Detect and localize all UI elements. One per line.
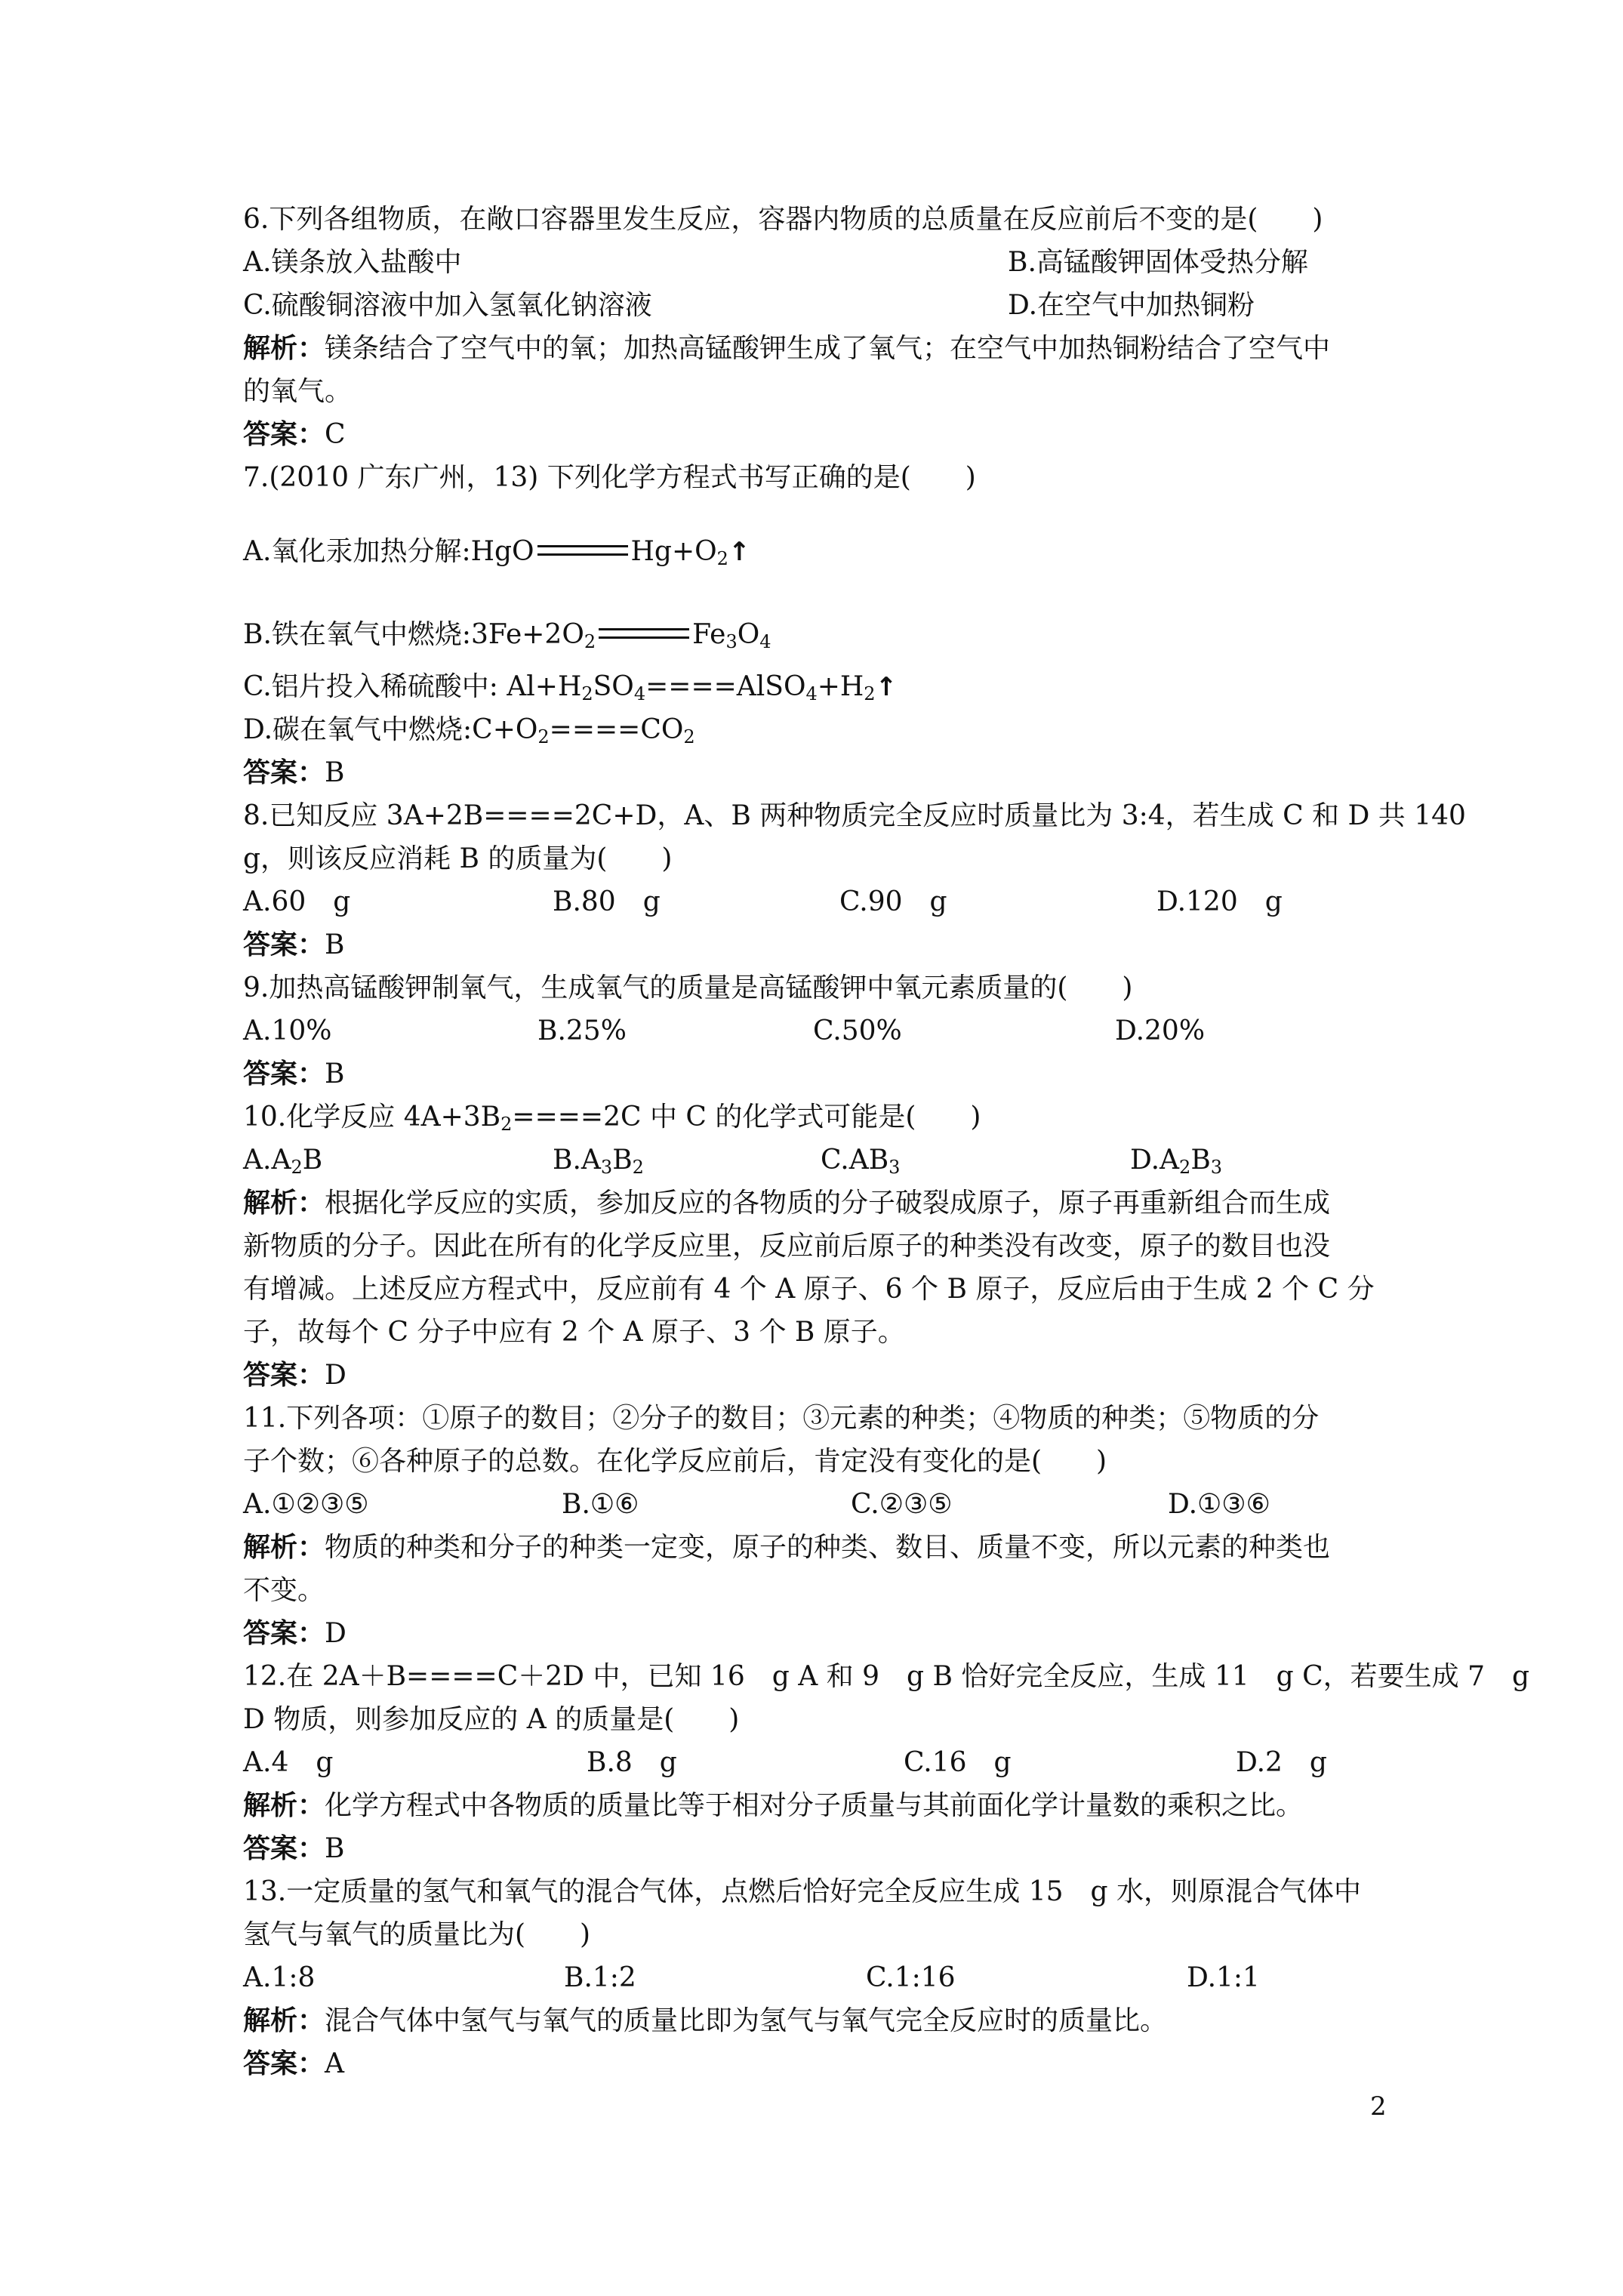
subscript: 2 <box>716 548 728 569</box>
q8-option-d: D.120 g <box>1156 886 1283 917</box>
answer-label: 答案： <box>243 1058 325 1089</box>
page-number: 2 <box>1370 2091 1387 2122</box>
answer-label: 答案： <box>243 1617 325 1649</box>
q9-option-d: D.20% <box>1115 1015 1206 1046</box>
q11-analysis <box>243 1526 1421 1569</box>
q10-d-text-2: B <box>1190 1145 1211 1176</box>
q10-stem <box>243 1096 1421 1139</box>
answer-label: 答案： <box>243 2048 325 2079</box>
q10-d-text: D.A <box>1130 1145 1180 1176</box>
q7-c-text-3: ====AlSO <box>645 671 806 702</box>
q6-answer-value: C <box>325 419 346 450</box>
q10-option-c <box>821 1139 1130 1182</box>
subscript: 3 <box>725 631 738 652</box>
q12-answer-value: B <box>325 1833 345 1864</box>
q7-answer-value: B <box>325 757 345 788</box>
q10-b-text-2: B <box>612 1145 633 1176</box>
q8-option-a: A.60 g <box>243 886 351 917</box>
q7-d-text: D.碳在氧气中燃烧:C+O <box>243 714 538 745</box>
q11-analysis-text-1: 物质的种类和分子的种类一定变，原子的种类、数目、质量不变，所以元素的种类也 <box>325 1532 1331 1563</box>
subscript: 2 <box>864 683 876 704</box>
q7-c-text-2: SO <box>593 671 634 702</box>
q6-option-b: B.高锰酸钾固体受热分解 <box>1008 247 1308 278</box>
q8-option-b: B.80 g <box>553 886 661 917</box>
q10-option-d <box>1130 1139 1222 1182</box>
q11-option-b: B.①⑥ <box>562 1489 639 1520</box>
answer-label: 答案： <box>243 418 325 450</box>
q10-a-text: A.A <box>243 1145 291 1176</box>
q9-answer-value: B <box>325 1059 345 1089</box>
subscript: 2 <box>537 726 550 747</box>
q7-a-text: A.氧化汞加热分解:HgO <box>243 536 534 567</box>
answer-label: 答案： <box>243 1832 325 1864</box>
q7-option-b <box>243 605 1421 665</box>
q10-analysis-text-2: 新物质的分子。因此在所有的化学反应里，反应前后原子的种类没有改变，原子的数目也没 <box>243 1231 1331 1262</box>
q7-b-text: B.铁在氧气中燃烧:3Fe+2O <box>243 619 584 650</box>
q8-stem-1: 8.已知反应 3A+2B====2C+D，A、B 两种物质完全反应时质量比为 3:4，若生成 C 和 D 共 140 <box>243 800 1466 831</box>
q12-option-c: C.16 g <box>904 1747 1012 1778</box>
q8-stem-2: g，则该反应消耗 B 的质量为( ) <box>243 843 673 874</box>
q10-a-text-2: B <box>302 1145 323 1176</box>
q13-option-b: B.1:2 <box>564 1962 636 1993</box>
q10-analysis-text-4: 子，故每个 C 分子中应有 2 个 A 原子、3 个 B 原子。 <box>243 1317 905 1348</box>
q12-stem-1: 12.在 2A＋B====C＋2D 中，已知 16 g A 和 9 g B 恰好完全反应，生成 11 g C，若要生成 7 g <box>243 1661 1530 1692</box>
q12-options <box>243 1741 1421 1784</box>
q10-b-text: B.A <box>553 1145 601 1176</box>
q8-answer-value: B <box>325 929 345 960</box>
subscript: 3 <box>1210 1157 1223 1178</box>
spacer <box>243 499 1421 522</box>
subscript: 4 <box>759 631 771 652</box>
q7-c-text-4: +H <box>817 671 864 702</box>
q13-analysis <box>243 1999 1421 2042</box>
q7-option-c <box>243 665 1421 708</box>
q6-analysis-text-2: 的氧气。 <box>243 376 353 407</box>
q11-stem-2: 子个数；⑥各种原子的总数。在化学反应前后，肯定没有变化的是( ) <box>243 1446 1107 1477</box>
q6-stem: 6.下列各组物质，在敞口容器里发生反应，容器内物质的总质量在反应前后不变的是( ) <box>243 204 1323 235</box>
q10-answer <box>243 1354 1421 1397</box>
q10-c-text: C.AB <box>821 1145 889 1176</box>
q13-options <box>243 1956 1421 1999</box>
q9-stem: 9.加热高锰酸钾制氧气，生成氧气的质量是高锰酸钾中氧元素质量的( ) <box>243 972 1133 1003</box>
answer-label: 答案： <box>243 757 325 788</box>
subscript: 2 <box>500 1114 513 1135</box>
analysis-label: 解析： <box>243 1789 325 1821</box>
q8-option-c: C.90 g <box>839 886 947 917</box>
q12-answer <box>243 1827 1421 1870</box>
q10-analysis <box>243 1182 1421 1225</box>
q11-analysis-text-2: 不变。 <box>243 1575 325 1606</box>
q10-analysis-text-1: 根据化学反应的实质，参加反应的各物质的分子破裂成原子，原子再重新组合而生成 <box>325 1188 1331 1219</box>
equals-sign <box>599 628 689 639</box>
q10-stem-text: 10.化学反应 4A+3B <box>243 1102 501 1133</box>
analysis-label: 解析： <box>243 332 325 364</box>
answer-label: 答案： <box>243 1359 325 1391</box>
q13-stem-2: 氢气与氧气的质量比为( ) <box>243 1919 591 1950</box>
q13-stem-1: 13.一定质量的氢气和氧气的混合气体，点燃后恰好完全反应生成 15 g 水，则原混合气体中 <box>243 1876 1361 1907</box>
q7-answer <box>243 751 1421 794</box>
q6-options-row2 <box>243 284 1421 327</box>
q13-option-d: D.1:1 <box>1187 1962 1260 1993</box>
q12-option-a: A.4 g <box>243 1747 334 1778</box>
q13-analysis-text-1: 混合气体中氢气与氧气的质量比即为氢气与氧气完全反应时的质量比。 <box>325 2005 1168 2036</box>
q12-stem-2: D 物质，则参加反应的 A 的质量是( ) <box>243 1704 740 1735</box>
q6-option-d: D.在空气中加热铜粉 <box>1008 290 1255 321</box>
q12-option-d: D.2 g <box>1236 1747 1327 1778</box>
q9-answer <box>243 1052 1421 1096</box>
q7-b-product-2: O <box>737 619 760 650</box>
q7-stem: 7.(2010 广东广州，13) 下列化学方程式书写正确的是( ) <box>243 462 976 493</box>
analysis-label: 解析： <box>243 2005 325 2036</box>
q12-analysis-text-1: 化学方程式中各物质的质量比等于相对分子质量与其前面化学计量数的乘积之比。 <box>325 1790 1304 1821</box>
q7-c-text: C.铝片投入稀硫酸中: Al+H <box>243 671 582 702</box>
q7-b-product: Fe <box>692 619 726 650</box>
q9-option-b: B.25% <box>537 1015 627 1046</box>
spacer <box>243 582 1421 605</box>
q7-option-a <box>243 522 1421 582</box>
subscript: 2 <box>1179 1157 1191 1178</box>
q13-answer-value: A <box>325 2048 345 2079</box>
q7-a-product: Hg+O <box>630 536 717 567</box>
q11-option-a: A.①②③⑤ <box>243 1489 369 1520</box>
q10-options <box>243 1139 1421 1182</box>
subscript: 4 <box>805 683 818 704</box>
analysis-label: 解析： <box>243 1531 325 1563</box>
q13-answer <box>243 2042 1421 2085</box>
subscript: 2 <box>291 1157 303 1178</box>
q10-stem-text-2: ====2C 中 C 的化学式可能是( ) <box>512 1102 981 1133</box>
q10-option-b <box>553 1139 821 1182</box>
q12-option-b: B.8 g <box>587 1747 677 1778</box>
subscript: 4 <box>633 683 646 704</box>
q12-analysis <box>243 1784 1421 1827</box>
q11-answer <box>243 1612 1421 1655</box>
q10-analysis-text-3: 有增减。上述反应方程式中，反应前有 4 个 A 原子、6 个 B 原子，反应后由于生成 2 个 C 分 <box>243 1274 1375 1305</box>
q11-stem-1: 11.下列各项：①原子的数目；②分子的数目；③元素的种类；④物质的种类；⑤物质的分 <box>243 1403 1320 1434</box>
q11-options <box>243 1483 1421 1526</box>
q11-answer-value: D <box>325 1618 346 1649</box>
q9-options <box>243 1009 1421 1052</box>
q6-analysis <box>243 327 1421 370</box>
equals-sign <box>537 545 628 556</box>
subscript: 2 <box>581 683 593 704</box>
q11-option-c: C.②③⑤ <box>851 1489 953 1520</box>
subscript: 3 <box>888 1157 901 1178</box>
analysis-label: 解析： <box>243 1187 325 1219</box>
q6-options-row1 <box>243 241 1421 284</box>
answer-label: 答案： <box>243 929 325 960</box>
q11-option-d: D.①③⑥ <box>1168 1489 1270 1520</box>
q8-options <box>243 880 1421 923</box>
q10-option-a <box>243 1139 553 1182</box>
q8-answer <box>243 923 1421 966</box>
q6-answer <box>243 413 1421 456</box>
q10-answer-value: D <box>325 1360 346 1391</box>
q6-analysis-text-1: 镁条结合了空气中的氧；加热高锰酸钾生成了氧气；在空气中加热铜粉结合了空气中 <box>325 333 1331 364</box>
q13-option-a: A.1:8 <box>243 1962 316 1993</box>
q9-option-c: C.50% <box>813 1015 902 1046</box>
gas-arrow-up-icon: ↑ <box>728 537 750 567</box>
q7-option-d <box>243 708 1421 751</box>
q13-option-c: C.1:16 <box>866 1962 956 1993</box>
subscript: 2 <box>632 1157 644 1178</box>
q6-option-a: A.镁条放入盐酸中 <box>243 247 462 278</box>
q9-option-a: A.10% <box>243 1015 332 1046</box>
q6-option-c: C.硫酸铜溶液中加入氢氧化钠溶液 <box>243 290 652 321</box>
subscript: 3 <box>600 1157 613 1178</box>
subscript: 2 <box>584 631 596 652</box>
q7-d-text-2: ====CO <box>549 714 684 745</box>
subscript: 2 <box>683 726 695 747</box>
document-body <box>243 198 1530 2085</box>
gas-arrow-up-icon: ↑ <box>875 672 898 702</box>
